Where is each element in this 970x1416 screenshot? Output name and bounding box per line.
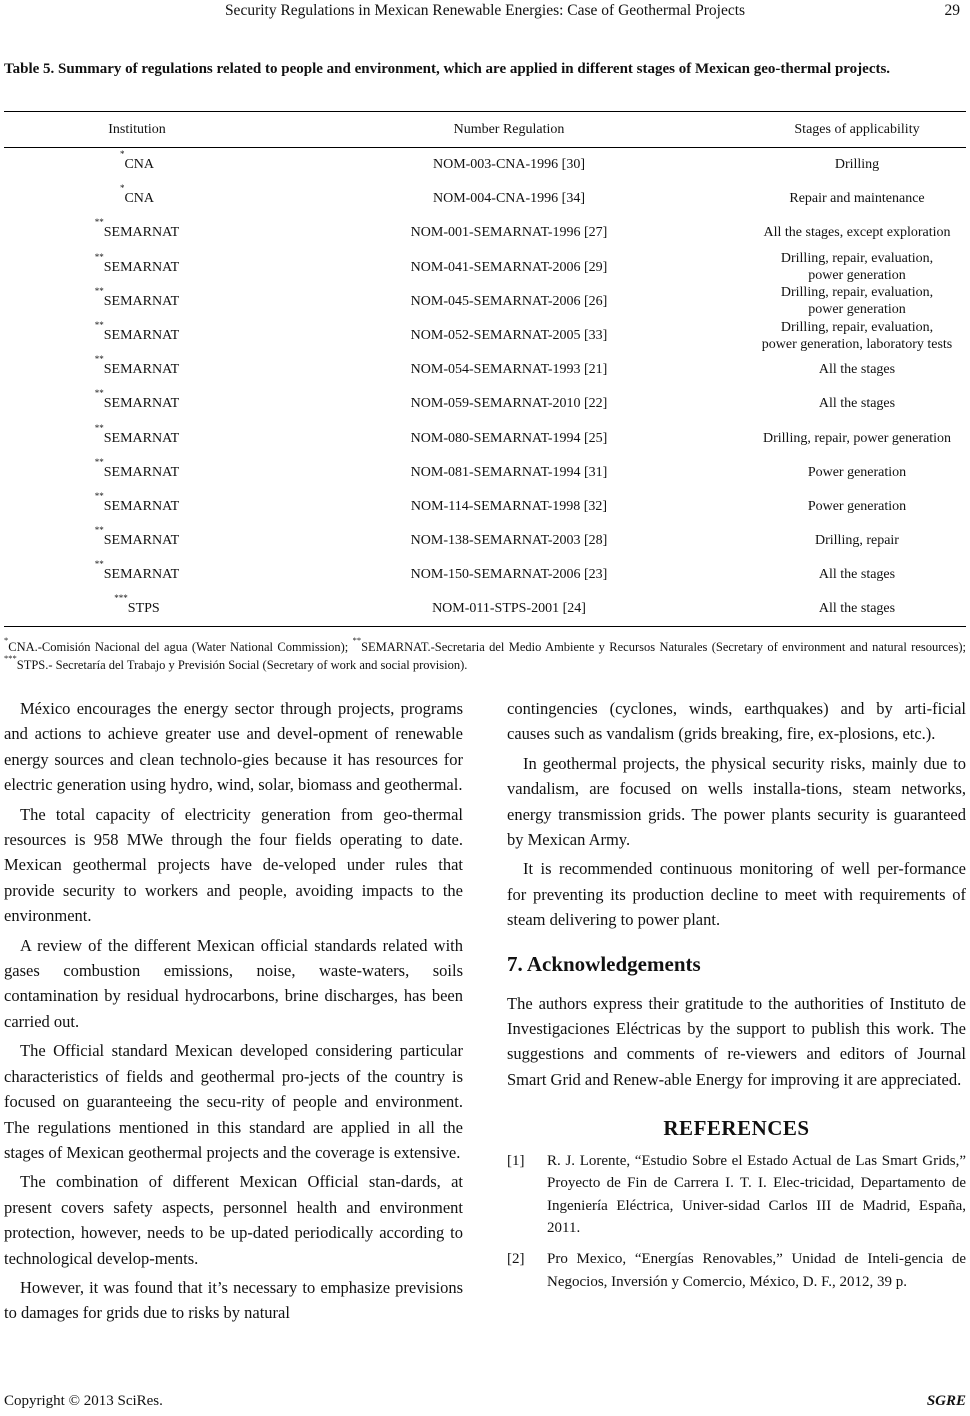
institution-name: SEMARNAT [103,293,180,309]
stages-line: power generation [808,302,906,318]
stages-line: All the stages, except exploration [763,225,951,241]
regulation-cell: NOM-001-SEMARNAT-1996 [27] [410,225,608,241]
stages-line: Drilling, repair, evaluation, [780,285,934,301]
table-row [4,318,966,352]
footnote-mark: * [4,635,9,645]
table-row [4,182,966,216]
institution-cell [4,148,270,182]
body-paragraph: The total capacity of electricity generation from geo-thermal resources is 958 MWe through the four fields operating to date. Mexican geothermal projects have de-veloped under rules that provide security to workers and people, avoiding impacts to the environment. [4,804,463,926]
stages-cell [748,318,966,352]
stages-cell [748,216,966,250]
regulation-cell: NOM-059-SEMARNAT-2010 [22] [410,396,608,412]
stages-line: Power generation [807,464,907,480]
footnote-mark: ** [94,354,104,365]
running-header [0,0,970,24]
footnote-mark: ** [94,217,104,228]
column-header-institution: Institution [4,112,270,148]
institution-name: SEMARNAT [103,396,180,412]
stages-cell [748,148,966,182]
stages-cell [748,387,966,421]
institution-name: SEMARNAT [103,464,180,480]
regulation-cell: NOM-114-SEMARNAT-1998 [32] [410,498,608,514]
reference-item [507,1150,966,1240]
footnote-text: STPS.- Secretaría del Trabajo y Previsión Social (Secretary of work and social provision). [16,658,468,672]
footnote-mark: ** [94,490,104,501]
regulation-cell: NOM-080-SEMARNAT-1994 [25] [410,430,608,446]
footnote-mark: ** [94,320,104,331]
copyright-notice: Copyright © 2013 SciRes. [4,1393,163,1409]
institution-cell [4,558,270,592]
institution-name: SEMARNAT [103,225,180,241]
body-paragraph: It is recommended continuous monitoring of well per-formance for preventing its production decline to meet with requirements of steam delivering to power plant. [507,859,966,930]
institution-cell [4,216,270,250]
institution-name: SEMARNAT [103,259,180,275]
regulation-cell: NOM-054-SEMARNAT-1993 [21] [410,362,608,378]
stages-line: power generation, laboratory tests [761,336,953,352]
stages-cell [748,421,966,455]
acknowledgements-paragraph: The authors express their gratitude to the authorities of Instituto de Investigaciones Eléctricas by the support to publish this work. The suggestions and comments of re-viewers and editors of Journal Smart Grid and Renew-able Energy for improving it are appreciated. [507,993,966,1089]
table-body [4,148,966,627]
table-row [4,524,966,558]
regulation-cell: NOM-052-SEMARNAT-2005 [33] [410,328,608,344]
institution-cell [4,592,270,626]
body-paragraph: A review of the different Mexican official standards related with gases combustion emissions, noise, waste-waters, soils contamination by residual hydrocarbons, brine discharges, has been carried out. [4,935,463,1031]
body-paragraph: The combination of different Mexican Official stan-dards, at present covers safety aspects, personnel health and environment protection, however, needs to be up-dated periodically according to technological develop-ments. [4,1172,463,1268]
institution-name: SEMARNAT [103,498,180,514]
right-column [507,696,966,1301]
page-number: 29 [944,2,960,19]
institution-name: CNA [124,191,155,207]
table-header-row [4,112,966,148]
table-row [4,250,966,284]
institution-cell [4,284,270,318]
acknowledgements-heading: 7. Acknowledgements [507,951,701,976]
stages-line: Drilling, repair, evaluation, [780,319,934,335]
table-row [4,216,966,250]
body-paragraph: México encourages the energy sector through projects, programs and actions to achieve greater use and devel-opment of renewable energy sources and clean technolo-gies because it has resources for electric generation using hydro, wind, solar, biomass and geothermal. [4,699,463,795]
regulation-cell: NOM-081-SEMARNAT-1994 [31] [410,464,608,480]
table-caption: Table 5. Summary of regulations related to people and environment, which are applied in different stages of Mexican geo-thermal projects. [4,61,891,77]
reference-text: Pro Mexico, “Energías Renovables,” Unidad de Inteli-gencia de Negocios, Inversión y Comercio, México, D. F., 2012, 39 p. [547,1251,966,1290]
stages-line: power generation [808,268,906,284]
footnote-mark: * [119,149,125,160]
stages-line: All the stages [818,396,896,412]
stages-cell [748,524,966,558]
institution-cell [4,182,270,216]
table-footnote [4,635,966,674]
footnote-mark: * [119,183,125,194]
table-row [4,353,966,387]
stages-cell [748,284,966,318]
table-row [4,148,966,182]
institution-cell [4,421,270,455]
column-header-regulation: Number Regulation [270,112,748,148]
table-row [4,387,966,421]
stages-line: Drilling [834,157,880,173]
body-paragraph-continuation: contingencies (cyclones, winds, earthquakes) and by arti-ficial causes such as vandalism (grids breaking, fire, ex-plosions, etc.). [507,699,966,744]
footnote-mark: ** [94,422,104,433]
reference-list [507,1150,966,1294]
body-paragraph: In geothermal projects, the physical security risks, mainly due to vandalism, are focused on wells installa-tions, steam networks, energy transmission grids. The power plants security is guaranteed by Mexican Army. [507,753,966,850]
table-row [4,284,966,318]
reference-number: [2] [507,1251,525,1268]
left-column [4,696,463,1330]
stages-line: All the stages [818,601,896,617]
footnote-mark: ** [94,388,104,399]
stages-line: Repair and maintenance [789,191,925,207]
stages-line: All the stages [818,362,896,378]
footnote-mark: ** [352,635,362,645]
stages-cell [748,353,966,387]
institution-cell [4,524,270,558]
stages-line: All the stages [818,567,896,583]
column-header-stages: Stages of applicability [748,112,966,148]
journal-abbreviation: SGRE [926,1393,966,1409]
institution-cell [4,250,270,284]
stages-line: Drilling, repair [815,533,899,549]
footnote-mark: *** [114,593,128,604]
page-footer [4,1393,966,1413]
institution-name: STPS [127,601,160,617]
table-row [4,489,966,523]
stages-line: Drilling, repair, power generation [763,430,951,446]
references-heading: REFERENCES [663,1116,810,1141]
stages-cell [748,489,966,523]
table-row [4,455,966,489]
stages-cell [748,250,966,284]
table-row [4,421,966,455]
institution-name: SEMARNAT [103,362,180,378]
footnote-text: SEMARNAT.-Secretaria del Medio Ambiente y Recursos Naturales (Secretary of environment and natural resources); [361,640,966,654]
institution-cell [4,353,270,387]
regulations-table [4,111,966,627]
running-title: Security Regulations in Mexican Renewable Energies: Case of Geothermal Projects [224,2,746,19]
reference-text: R. J. Lorente, “Estudio Sobre el Estado Actual de Las Smart Grids,” Proyecto de Fin de Carrera I. T. I. Elec-tricidad, Departamento de Ingeniería Eléctrica, Univer-sidad Carlos III de Madrid, España, 2011. [547,1152,966,1237]
body-paragraph: The Official standard Mexican developed considering particular characteristics of fields and geothermal pro-jects of the country is focused on guaranteeing the secu-rity of people and environment. The regulations mentioned in this standard are applied in all the stages of Mexican geothermal projects and the coverage is extensive. [4,1041,463,1162]
regulation-cell: NOM-041-SEMARNAT-2006 [29] [410,259,608,275]
stages-line: Power generation [807,498,907,514]
footnote-mark: ** [94,525,104,536]
regulation-cell: NOM-003-CNA-1996 [30] [432,157,586,173]
institution-cell [4,455,270,489]
regulation-cell: NOM-138-SEMARNAT-2003 [28] [410,533,608,549]
institution-name: SEMARNAT [103,533,180,549]
stages-line: Drilling, repair, evaluation, [780,251,934,267]
footnote-mark: *** [4,653,17,663]
regulation-cell: NOM-045-SEMARNAT-2006 [26] [410,293,608,309]
institution-name: SEMARNAT [103,567,180,583]
reference-number: [1] [507,1152,525,1169]
institution-name: SEMARNAT [103,328,180,344]
footnote-text: CNA.-Comisión Nacional del agua (Water National Commission); [8,640,353,654]
regulation-cell: NOM-004-CNA-1996 [34] [432,191,586,207]
stages-cell [748,558,966,592]
footnote-mark: ** [94,559,104,570]
regulation-cell: NOM-150-SEMARNAT-2006 [23] [410,567,608,583]
stages-cell [748,455,966,489]
institution-cell [4,387,270,421]
reference-item [507,1248,966,1293]
body-paragraph: However, it was found that it’s necessary to emphasize previsions to damages for grids due to risks by natural [4,1277,463,1323]
institution-cell [4,318,270,352]
table-row [4,558,966,592]
regulation-cell: NOM-011-STPS-2001 [24] [270,592,748,626]
footnote-mark: ** [94,456,104,467]
footnote-mark: ** [94,285,104,296]
stages-cell [748,592,966,626]
stages-cell [748,182,966,216]
footnote-mark: ** [94,251,104,262]
table-row [4,592,966,626]
institution-name: SEMARNAT [103,430,180,446]
institution-cell [4,489,270,523]
institution-name: CNA [124,157,155,173]
